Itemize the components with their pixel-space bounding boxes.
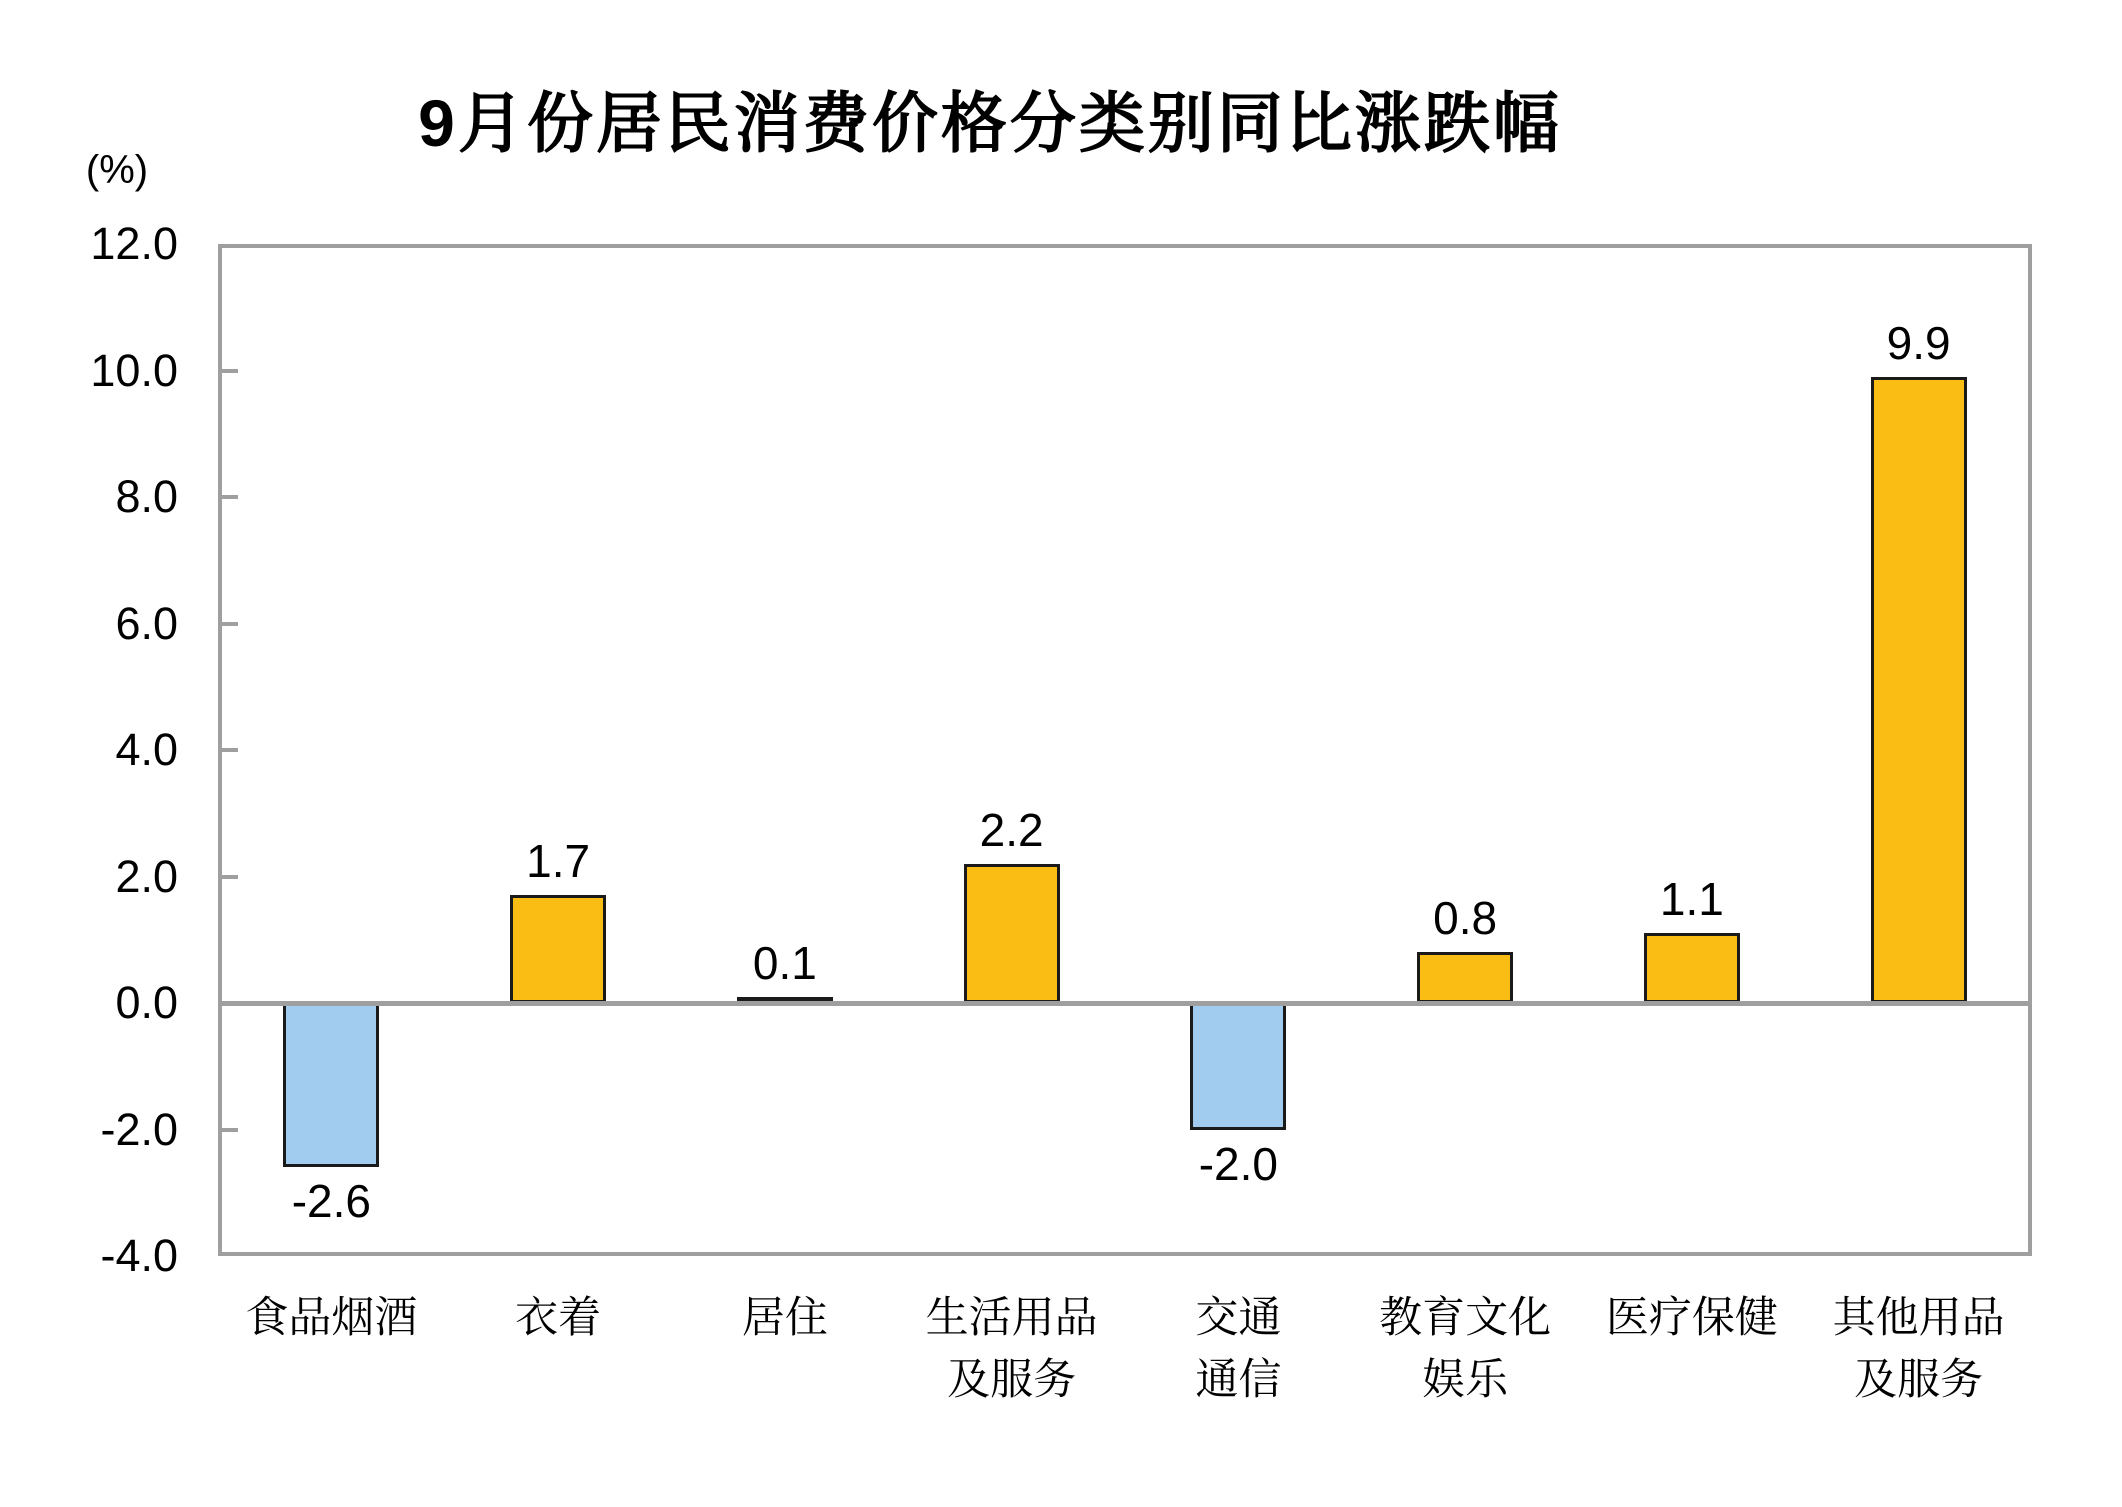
y-axis-unit-label: (%) — [85, 148, 149, 192]
bar — [1190, 1003, 1286, 1130]
y-tick-label: -4.0 — [100, 1230, 178, 1281]
category-label-line: 食品烟酒 — [245, 1294, 418, 1342]
bar-value-label: 0.8 — [1433, 892, 1498, 945]
bar — [1644, 933, 1740, 1003]
bar-value-label: 1.1 — [1659, 873, 1724, 926]
y-tick-label: 0.0 — [115, 977, 178, 1028]
category-label-line: 及服务 — [1854, 1356, 1984, 1404]
bar-value-label: 0.1 — [752, 936, 817, 989]
y-tick-mark — [222, 748, 238, 752]
category-label-line: 居住 — [741, 1294, 828, 1342]
y-tick-label: 10.0 — [90, 344, 178, 396]
bar-value-label: -2.0 — [1198, 1137, 1278, 1190]
y-tick-mark — [222, 369, 238, 373]
y-tick-label: 2.0 — [115, 850, 178, 902]
bar-value-label: -2.6 — [291, 1175, 371, 1228]
category-label-line: 生活用品 — [925, 1294, 1098, 1342]
y-tick-mark — [222, 1128, 238, 1132]
category-label — [1754, 1287, 2084, 1411]
bar — [964, 864, 1060, 1003]
category-label-line: 及服务 — [947, 1356, 1077, 1404]
y-tick-mark — [222, 622, 238, 626]
bar — [283, 1003, 379, 1167]
bar-value-label: 9.9 — [1886, 316, 1951, 369]
bar-value-label: 2.2 — [979, 803, 1044, 856]
zero-axis-line — [218, 1001, 2032, 1006]
y-tick-label: -2.0 — [100, 1103, 178, 1155]
category-label-line: 交通 — [1195, 1294, 1282, 1342]
chart-title: 9月份居民消费价格分类别同比涨跌幅 — [418, 86, 1562, 160]
bar-value-label: 1.7 — [526, 835, 591, 888]
y-tick-label: 8.0 — [115, 471, 178, 522]
bar — [1871, 377, 1967, 1003]
category-label-line: 其他用品 — [1832, 1294, 2005, 1342]
category-label-line: 教育文化 — [1379, 1294, 1552, 1342]
plot-area — [218, 244, 2032, 1256]
bar — [1417, 952, 1513, 1003]
category-label-line: 医疗保健 — [1605, 1294, 1778, 1342]
y-tick-label: 4.0 — [115, 724, 178, 775]
bar — [510, 895, 606, 1003]
y-tick-mark — [222, 495, 238, 499]
y-tick-mark — [222, 875, 238, 879]
category-label-line: 娱乐 — [1422, 1356, 1509, 1404]
y-tick-label: 12.0 — [90, 218, 178, 269]
y-tick-label: 6.0 — [115, 597, 178, 649]
category-label-line: 衣着 — [515, 1294, 602, 1342]
category-label-line: 通信 — [1195, 1356, 1282, 1404]
